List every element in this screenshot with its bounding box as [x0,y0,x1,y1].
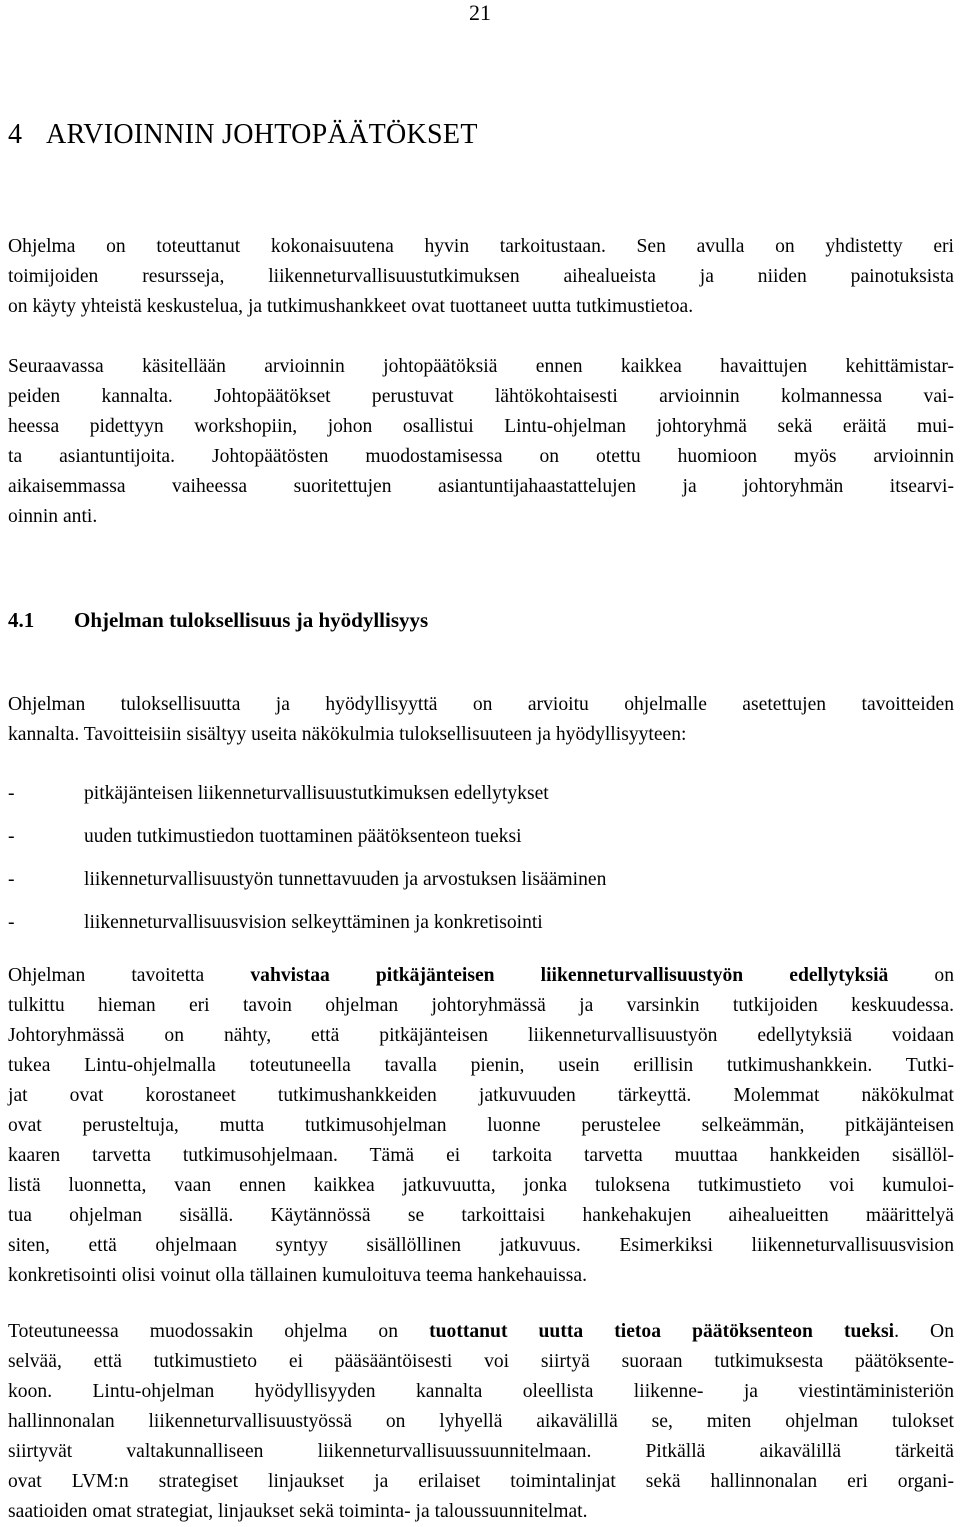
list-item-text: liikenneturvallisuustyön tunnettavuuden ja arvostuksen lisääminen [84,869,607,890]
list-marker: - [8,869,15,890]
section-number: 4.1 [8,608,35,632]
text-line [8,1317,954,1347]
list-item [8,815,954,858]
emphasis-text: tuottanut uutta tietoa päätöksenteon tueksi [429,1321,895,1342]
text-line: ta asiantuntijoita. Johtopäätösten muodostamisessa on otettu huomioon myös arvioinnin [8,446,954,467]
emphasis-text: vahvistaa pitkäjänteisen liikenneturvallisuustyön edellytyksiä [250,965,889,986]
text-line: tulkittu hieman eri tavoin ohjelman johtoryhmässä ja varsinkin tutkijoiden keskuudessa. [8,995,954,1016]
text-line: on käyty yhteistä keskustelua, ja tutkimushankkeet ovat tuottaneet uutta tutkimustietoa. [8,296,694,317]
intro-paragraph-2 [8,352,954,532]
text-line: Johtoryhmässä on nähty, että pitkäjänteisen liikenneturvallisuustyön edellytyksiä voidaan [8,1025,954,1046]
text-line: koon. Lintu-ohjelman hyödyllisyyden kannalta oleellista liikenne- ja viestintäministeriön [8,1381,954,1402]
goal-paragraph [8,961,954,1291]
text-line [8,961,954,991]
list-item [8,901,954,944]
text-line: kannalta. Tavoitteisiin sisältyy useita näkökulmia tuloksellisuuteen ja hyödyllisyyteen: [8,724,687,745]
text-line: Ohjelman tuloksellisuutta ja hyödyllisyyttä on arvioitu ohjelmalle asetettujen tavoitteiden [8,694,954,715]
text-line: konkretisointi olisi voinut olla tällainen kumuloituva teema hankehauissa. [8,1265,587,1286]
list-item [8,858,954,901]
text-line: jat ovat korostaneet tutkimushankkeiden jatkuvuuden tärkeyttä. Molemmat näkökulmat [8,1085,954,1106]
chapter-title: ARVIOINNIN JOHTOPÄÄTÖKSET [46,119,478,150]
text-line: oinnin anti. [8,506,98,527]
text-line: Ohjelma on toteuttanut kokonaisuutena hyvin tarkoitustaan. Sen avulla on yhdistetty eri [8,236,954,257]
text-run: on [888,965,954,986]
goal-list [8,772,954,944]
text-line: hallinnonalan liikenneturvallisuustyössä on lyhyellä aikavälillä se, miten ohjelman tulokset [8,1411,954,1432]
text-line: kaaren tarvetta tutkimusohjelmaan. Tämä ei tarkoita tarvetta muuttaa hankkeiden sisällöl- [8,1145,954,1166]
chapter-heading [8,118,478,152]
section-paragraph-1 [8,690,954,750]
decision-support-paragraph [8,1317,954,1527]
text-line: Seuraavassa käsitellään arvioinnin johtopäätöksiä ennen kaikkea havaittujen kehittämistar- [8,356,954,377]
text-line: peiden kannalta. Johtopäätökset perustuvat lähtökohtaisesti arvioinnin kolmannessa vai- [8,386,954,407]
list-item-text: liikenneturvallisuusvision selkeyttäminen ja konkretisointi [84,912,543,933]
section-title: Ohjelman tuloksellisuus ja hyödyllisyys [74,608,429,632]
text-line: tua ohjelman sisällä. Käytännössä se tarkoittaisi hankehakujen aihealueitten määrittelyä [8,1205,954,1226]
list-marker: - [8,783,15,804]
text-line: heessa pidettyyn workshopiin, johon osallistui Lintu-ohjelman johtoryhmä sekä eräitä mui- [8,416,954,437]
text-run: Ohjelman tavoitetta [8,965,251,986]
text-run: Toteutuneessa muodossakin ohjelma on [8,1321,430,1342]
text-line: ovat LVM:n strategiset linjaukset ja erilaiset toimintalinjat sekä hallinnonalan eri organi- [8,1471,954,1492]
text-line: siirtyvät valtakunnalliseen liikenneturvallisuussuunnitelmaan. Pitkällä aikavälillä tärkeitä [8,1441,954,1462]
list-marker: - [8,826,15,847]
text-line: listä luonnetta, vaan ennen kaikkea jatkuvuutta, jonka tuloksena tutkimustieto voi kumuloi- [8,1175,954,1196]
list-item [8,772,954,815]
chapter-number: 4 [8,119,23,150]
text-line: saatioiden omat strategiat, linjaukset sekä toiminta- ja taloussuunnitelmat. [8,1501,588,1522]
text-line: siten, että ohjelmaan syntyy sisällöllinen jatkuvuus. Esimerkiksi liikenneturvallisuusvision [8,1235,954,1256]
text-line: selvää, että tutkimustieto ei pääsääntöisesti voi siirtyä suoraan tutkimuksesta päätöksente- [8,1351,954,1372]
intro-paragraph-1 [8,232,954,322]
section-heading [8,606,428,634]
text-line: ovat perusteltuja, mutta tutkimusohjelman luonne perustelee selkeämmän, pitkäjänteisen [8,1115,954,1136]
list-marker: - [8,912,15,933]
text-line: tukea Lintu-ohjelmalla toteutuneella tavalla pienin, usein erillisin tutkimushankkein. Tutki- [8,1055,954,1076]
text-line: toimijoiden resursseja, liikenneturvallisuustutkimuksen aihealueista ja niiden painotuksista [8,266,954,287]
text-run: . On [894,1321,955,1342]
list-item-text: uuden tutkimustiedon tuottaminen päätöksenteon tueksi [84,826,522,847]
page-number: 21 [469,0,491,25]
list-item-text: pitkäjänteisen liikenneturvallisuustutkimuksen edellytykset [84,783,549,804]
text-line: aikaisemmassa vaiheessa suoritettujen asiantuntijahaastattelujen ja johtoryhmän itsearvi- [8,476,954,497]
